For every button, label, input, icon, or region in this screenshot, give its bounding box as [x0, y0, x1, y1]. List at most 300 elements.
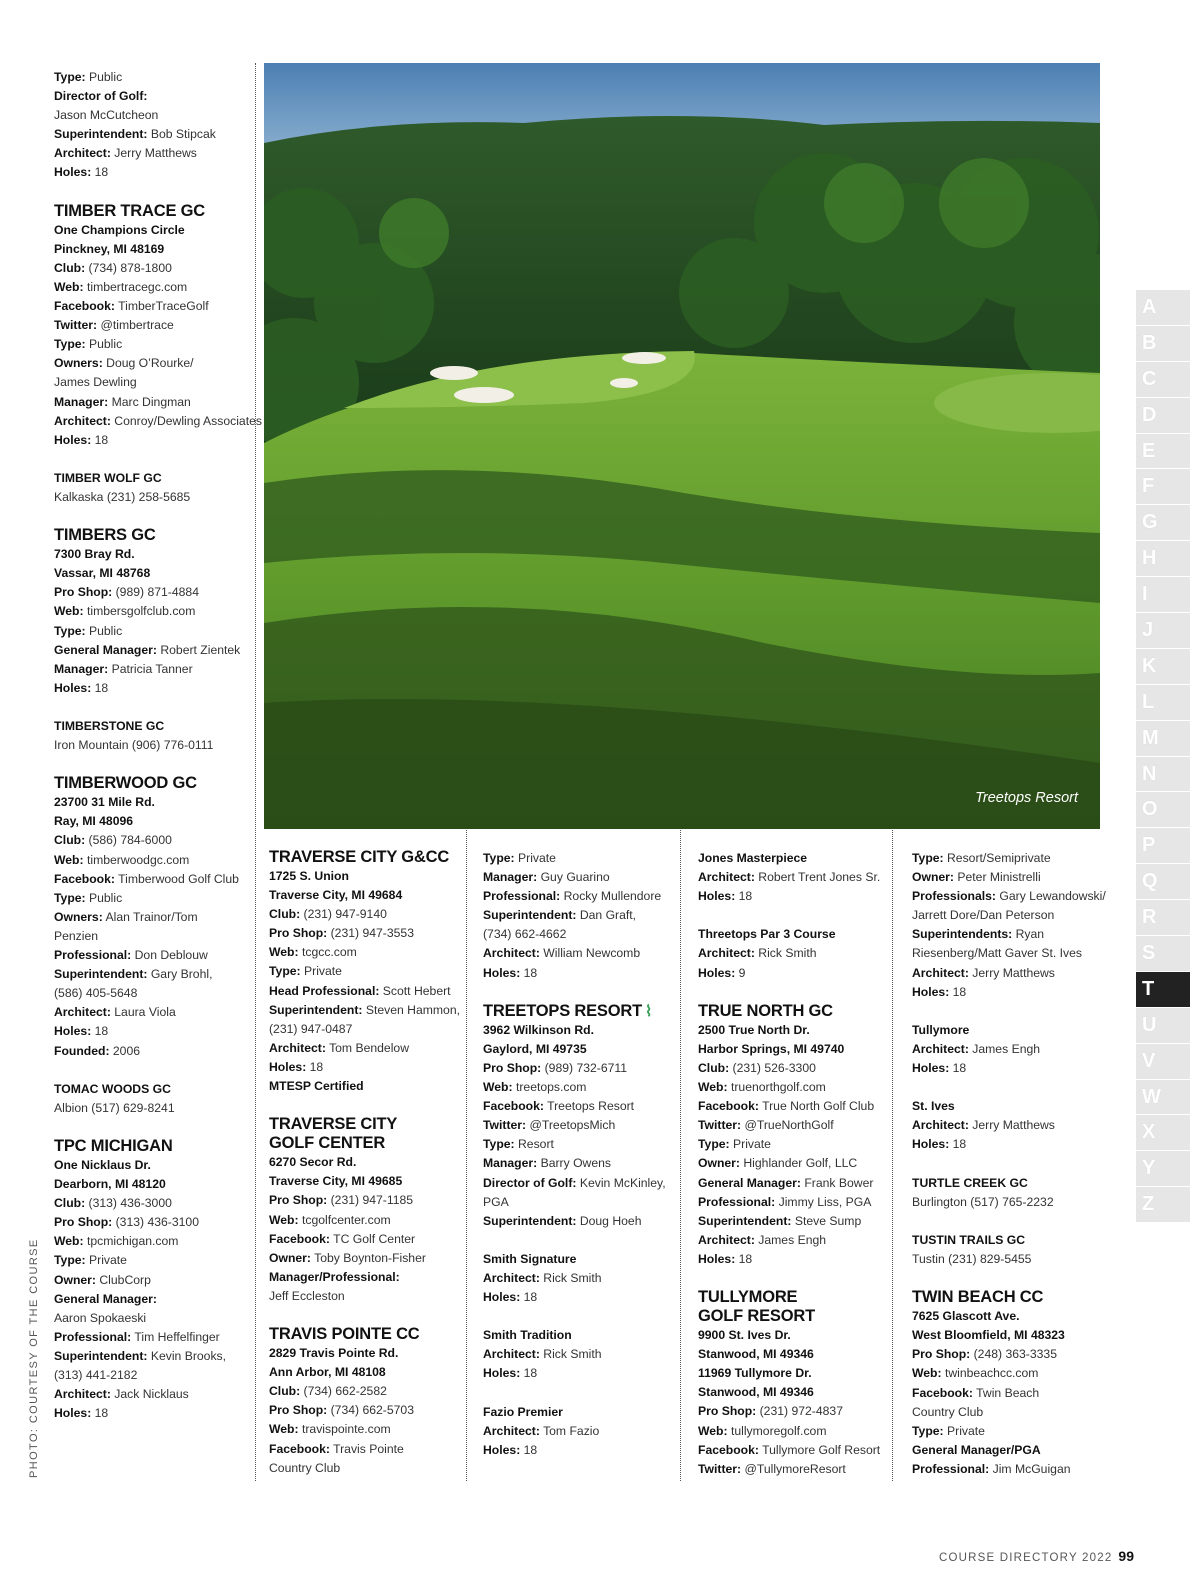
bold-line: 23700 31 Mile Rd.: [54, 795, 155, 810]
field-label: Pro Shop:: [269, 926, 328, 941]
text-line: Iron Mountain (906) 776-0111: [54, 738, 214, 753]
bold-line: 7300 Bray Rd.: [54, 547, 135, 562]
field-line: [269, 1401, 464, 1420]
field-line: [54, 163, 252, 182]
alphabet-tab-j[interactable]: J: [1136, 613, 1190, 649]
field-line: [54, 68, 252, 87]
field-label: Holes:: [269, 1059, 307, 1074]
field-label: Holes:: [54, 680, 92, 695]
field-line: [698, 964, 890, 983]
field-label: Superintendent:: [54, 1348, 148, 1363]
field-label: Web:: [698, 1080, 728, 1095]
field-line: [698, 1231, 890, 1250]
field-label: General Manager:: [698, 1175, 801, 1190]
field-value: (248) 363-3335: [973, 1347, 1057, 1362]
field-value: tcgolfcenter.com: [301, 1212, 391, 1227]
course-name-text: TWIN BEACH CC: [912, 1288, 1044, 1307]
bold-line: 2829 Travis Pointe Rd.: [269, 1346, 399, 1361]
alphabet-tab-p[interactable]: P: [1136, 828, 1190, 864]
field-line: [54, 1347, 252, 1366]
field-line: [912, 964, 1112, 983]
field-label: Pro Shop:: [54, 585, 113, 600]
field-value: tullymoregolf.com: [730, 1423, 827, 1438]
field-value: 18: [94, 1024, 109, 1039]
field-label: Architect:: [698, 1232, 755, 1247]
field-value: Private: [89, 1253, 127, 1268]
field-value: 18: [523, 1290, 538, 1305]
field-value: Jerry Matthews: [972, 965, 1055, 980]
alphabet-tab-c[interactable]: C: [1136, 362, 1190, 398]
field-value: True North Golf Club: [762, 1099, 875, 1114]
field-label: Architect:: [912, 1118, 969, 1133]
directory-column-4: [698, 849, 890, 1479]
course-subheading: Jones Masterpiece: [698, 851, 808, 865]
field-value: Tom Bendelow: [329, 1040, 409, 1055]
field-line: [483, 944, 678, 963]
field-value: Tim Heffelfinger: [134, 1329, 220, 1344]
field-value: Jim McGuigan: [992, 1461, 1071, 1476]
field-label: Pro Shop:: [269, 1193, 328, 1208]
text-line: Riesenberg/Matt Gaver St. Ives: [912, 946, 1083, 961]
directory-column-5: [912, 849, 1112, 1479]
field-value: 18: [952, 1061, 967, 1076]
bold-line: Director of Golf:: [54, 89, 148, 104]
field-label: Superintendents:: [912, 927, 1013, 942]
spacer: [698, 906, 890, 925]
field-line: [698, 1422, 890, 1441]
field-value: 9: [738, 965, 746, 980]
field-line: [54, 679, 252, 698]
field-label: Holes:: [912, 984, 950, 999]
field-line: [54, 259, 252, 278]
field-value: (231) 947-1185: [330, 1193, 414, 1208]
alphabet-tab-u[interactable]: U: [1136, 1008, 1190, 1044]
bold-line: 7625 Glascott Ave.: [912, 1309, 1020, 1324]
directory-column-2: [269, 848, 464, 1478]
field-value: tcgcc.com: [301, 945, 357, 960]
field-value: Conroy/Dewling Associates: [114, 413, 262, 428]
course-subheading: Smith Tradition: [483, 1328, 572, 1343]
field-value: Private: [733, 1137, 771, 1152]
text-line: PGA: [483, 1194, 509, 1209]
field-label: Professional:: [483, 889, 561, 904]
alphabet-tab-h[interactable]: H: [1136, 541, 1190, 577]
field-label: Architect:: [483, 1347, 540, 1362]
course-name-text: TIMBER TRACE GC: [54, 201, 205, 220]
field-label: Architect:: [912, 965, 969, 980]
spacer: [54, 507, 252, 526]
course-name-text: TULLYMORE: [698, 1288, 798, 1307]
field-value: (586) 784-6000: [88, 833, 172, 848]
field-line: [698, 1402, 890, 1421]
field-value: Doug Hoeh: [579, 1213, 642, 1228]
alphabet-tab-t[interactable]: T: [1136, 972, 1190, 1008]
alphabet-tab-s[interactable]: S: [1136, 936, 1190, 972]
spacer: [483, 1384, 678, 1403]
spacer: [698, 1269, 890, 1288]
field-line: [483, 1212, 678, 1231]
field-line: [54, 393, 252, 412]
text-line: (586) 405-5648: [54, 986, 138, 1001]
field-line: [269, 1440, 464, 1459]
field-value: Don Deblouw: [134, 948, 208, 963]
field-line: [912, 925, 1112, 944]
field-label: Owner:: [698, 1156, 740, 1171]
field-value: Patricia Tanner: [111, 661, 193, 676]
spacer: [698, 983, 890, 1002]
field-line: [912, 1059, 1112, 1078]
field-line: [54, 583, 252, 602]
field-line: [54, 1385, 252, 1404]
spacer: [912, 1155, 1112, 1174]
alphabet-tab-r[interactable]: R: [1136, 900, 1190, 936]
field-line: [912, 1345, 1112, 1364]
field-line: [912, 1422, 1112, 1441]
alphabet-tab-n[interactable]: N: [1136, 757, 1190, 793]
bold-line: Harbor Springs, MI 49740: [698, 1041, 845, 1056]
field-value: Rick Smith: [543, 1270, 602, 1285]
field-label: Manager:: [483, 870, 538, 885]
field-value: Robert Trent Jones Sr.: [758, 870, 881, 885]
field-line: [269, 1382, 464, 1401]
field-value: Private: [304, 964, 342, 979]
field-value: timbersgolfclub.com: [86, 604, 196, 619]
field-value: (231) 526-3300: [732, 1060, 816, 1075]
course-name: [269, 1134, 464, 1153]
text-line: (734) 662-4662: [483, 927, 567, 942]
course-name-text: GOLF RESORT: [698, 1307, 815, 1326]
field-line: [912, 887, 1112, 906]
field-value: 18: [523, 965, 538, 980]
bold-line: MTESP Certified: [269, 1079, 364, 1094]
field-label: Type:: [54, 1253, 86, 1268]
field-value: Travis Pointe: [333, 1441, 404, 1456]
field-label: Architect:: [483, 1423, 540, 1438]
course-subheading: TIMBER WOLF GC: [54, 470, 162, 485]
field-label: Facebook:: [54, 871, 115, 886]
alphabet-tab-a[interactable]: A: [1136, 290, 1190, 326]
alphabet-tab-m[interactable]: M: [1136, 721, 1190, 757]
field-label: Architect:: [54, 413, 111, 428]
field-label: Holes:: [54, 1406, 92, 1421]
course-name-text: GOLF CENTER: [269, 1134, 386, 1153]
field-line: [54, 1404, 252, 1423]
field-line: [698, 1097, 890, 1116]
field-value: Dan Graft,: [579, 908, 637, 923]
treetops-logo-icon: ⌇: [644, 1002, 653, 1020]
text-line: Aaron Spokaeski: [54, 1310, 147, 1325]
field-value: Barry Owens: [540, 1156, 612, 1171]
field-label: Holes:: [912, 1061, 950, 1076]
field-value: tpcmichigan.com: [86, 1234, 179, 1249]
field-line: [483, 1097, 678, 1116]
field-value: (313) 436-3100: [115, 1215, 199, 1230]
text-line: Jeff Eccleston: [269, 1288, 345, 1303]
field-line: [54, 412, 262, 431]
bold-line: 6270 Secor Rd.: [269, 1155, 357, 1170]
field-value: Jack Nicklaus: [114, 1387, 189, 1402]
field-label: Facebook:: [269, 1441, 330, 1456]
field-label: Manager:: [54, 661, 109, 676]
field-value: (231) 947-9140: [303, 907, 387, 922]
field-label: Director of Golf:: [483, 1175, 577, 1190]
text-line: James Dewling: [54, 375, 137, 390]
field-value: 18: [952, 984, 967, 999]
field-value: (989) 732-6711: [544, 1060, 628, 1075]
bold-line: One Nicklaus Dr.: [54, 1157, 151, 1172]
field-line: [269, 1039, 464, 1058]
course-name-text: TRUE NORTH GC: [698, 1001, 833, 1020]
bold-line: 3962 Wilkinson Rd.: [483, 1022, 594, 1037]
field-label: Superintendent:: [483, 1213, 577, 1228]
text-line: Country Club: [269, 1460, 341, 1475]
field-label: Twitter:: [698, 1461, 742, 1476]
field-value: Jerry Matthews: [972, 1118, 1055, 1133]
field-value: truenorthgolf.com: [730, 1080, 826, 1095]
field-label: Web:: [483, 1080, 513, 1095]
text-line: Burlington (517) 765-2232: [912, 1194, 1054, 1209]
alphabet-tab-z[interactable]: Z: [1136, 1187, 1190, 1223]
alphabet-tab-b[interactable]: B: [1136, 326, 1190, 362]
bold-line: Dearborn, MI 48120: [54, 1177, 166, 1192]
golf-course-photo: [264, 63, 1100, 829]
spacer: [54, 1061, 252, 1080]
field-label: Owners:: [54, 909, 103, 924]
course-name-text: TRAVERSE CITY G&CC: [269, 848, 450, 866]
field-line: [269, 905, 464, 924]
field-label: Type:: [54, 70, 86, 84]
bold-line: Traverse City, MI 49684: [269, 888, 403, 903]
field-line: [54, 831, 252, 850]
course-name: [54, 526, 252, 545]
alphabet-tab-f[interactable]: F: [1136, 469, 1190, 505]
field-label: Web:: [54, 852, 84, 867]
alphabet-tab-y[interactable]: Y: [1136, 1151, 1190, 1187]
field-label: Web:: [54, 604, 84, 619]
field-line: [912, 1364, 1112, 1383]
field-label: Superintendent:: [698, 1213, 792, 1228]
course-name: [269, 848, 464, 867]
alphabet-tab-k[interactable]: K: [1136, 649, 1190, 685]
directory-column-3: [483, 849, 678, 1460]
course-name: [54, 774, 252, 793]
photo-credit: PHOTO: COURTESY OF THE COURSE: [28, 1238, 40, 1478]
alphabet-tab-x[interactable]: X: [1136, 1115, 1190, 1151]
course-name: [698, 1002, 890, 1021]
field-label: Holes:: [54, 165, 92, 180]
bold-line: General Manager/PGA: [912, 1442, 1041, 1457]
field-value: 18: [523, 1366, 538, 1381]
field-value: Resort/Semiprivate: [947, 851, 1051, 865]
bold-line: Pinckney, MI 48169: [54, 241, 165, 256]
field-line: [483, 1364, 678, 1383]
course-name-text: TIMBERWOOD GC: [54, 774, 197, 793]
field-label: Pro Shop:: [698, 1404, 757, 1419]
field-label: Superintendent:: [54, 127, 148, 142]
field-value: timbertracegc.com: [86, 279, 188, 294]
field-label: Architect:: [54, 146, 111, 161]
directory-column-1: [54, 68, 262, 1423]
field-line: [698, 1116, 890, 1135]
field-value: @timbertrace: [100, 318, 174, 333]
spacer: [912, 1269, 1112, 1288]
alphabet-tab-d[interactable]: D: [1136, 398, 1190, 434]
field-line: [54, 1213, 252, 1232]
alphabet-tab-i[interactable]: I: [1136, 577, 1190, 613]
field-value: Peter Ministrelli: [957, 870, 1041, 885]
field-label: Pro Shop:: [269, 1403, 328, 1418]
footer-label: COURSE DIRECTORY 2022: [938, 1552, 1113, 1564]
field-line: [698, 1174, 890, 1193]
bold-line: Stanwood, MI 49346: [698, 1385, 814, 1400]
field-label: Web:: [269, 945, 299, 960]
field-label: Superintendent:: [54, 967, 148, 982]
field-line: [54, 431, 252, 450]
spacer: [912, 1002, 1112, 1021]
field-line: [54, 641, 252, 660]
course-subheading: TUSTIN TRAILS GC: [912, 1232, 1026, 1247]
field-line: [54, 851, 252, 870]
field-label: Professionals:: [912, 889, 996, 904]
bold-line: 9900 St. Ives Dr.: [698, 1328, 791, 1343]
alphabet-tab-g[interactable]: G: [1136, 505, 1190, 541]
field-value: (734) 662-5703: [330, 1403, 414, 1418]
field-line: [269, 924, 464, 943]
course-name: [698, 1288, 890, 1307]
field-line: [698, 1212, 890, 1231]
field-value: Scott Hebert: [382, 983, 451, 998]
field-line: [54, 660, 252, 679]
field-value: Public: [89, 337, 123, 352]
text-line: Penzien: [54, 928, 99, 943]
field-label: Holes:: [698, 965, 736, 980]
field-value: 18: [523, 1442, 538, 1457]
alphabet-tab-w[interactable]: W: [1136, 1080, 1190, 1116]
field-label: Holes:: [698, 889, 736, 904]
field-line: [54, 335, 252, 354]
field-label: Holes:: [483, 1290, 521, 1305]
alphabet-tab-e[interactable]: E: [1136, 434, 1190, 470]
field-label: Manager:: [54, 394, 109, 409]
field-line: [269, 1058, 464, 1077]
field-line: [54, 354, 252, 373]
field-line: [269, 1191, 464, 1210]
field-value: Public: [89, 623, 123, 638]
bold-line: General Manager:: [54, 1291, 157, 1306]
field-value: 18: [94, 165, 109, 180]
field-label: Facebook:: [483, 1099, 544, 1114]
field-label: Club:: [698, 1060, 730, 1075]
field-label: Type:: [912, 1423, 944, 1438]
field-label: Twitter:: [54, 318, 98, 333]
column-divider: [466, 830, 467, 1481]
field-line: [483, 906, 678, 925]
field-label: Type:: [483, 851, 515, 865]
text-line: Jason McCutcheon: [54, 108, 159, 123]
text-line: Tustin (231) 829-5455: [912, 1251, 1032, 1266]
field-line: [912, 1116, 1112, 1135]
field-value: Guy Guarino: [540, 870, 610, 885]
field-line: [698, 1441, 890, 1460]
field-value: 18: [738, 889, 753, 904]
alphabet-tab-o[interactable]: O: [1136, 792, 1190, 828]
field-value: timberwoodgc.com: [86, 852, 190, 867]
course-name: [54, 1137, 252, 1156]
spacer: [912, 1078, 1112, 1097]
text-line: Country Club: [912, 1404, 984, 1419]
field-value: Robert Zientek: [160, 642, 241, 657]
field-label: Founded:: [54, 1043, 110, 1058]
field-label: Web:: [269, 1422, 299, 1437]
field-line: [483, 1059, 678, 1078]
field-value: Jerry Matthews: [114, 146, 197, 161]
field-value: (734) 662-2582: [303, 1384, 387, 1399]
field-value: Kevin Brooks,: [150, 1348, 227, 1363]
field-value: Frank Bower: [804, 1175, 874, 1190]
field-line: [54, 622, 252, 641]
field-line: [54, 602, 252, 621]
text-line: Kalkaska (231) 258-5685: [54, 489, 191, 504]
alphabet-tab-q[interactable]: Q: [1136, 864, 1190, 900]
field-label: Web:: [54, 1234, 84, 1249]
field-label: Club:: [269, 907, 301, 922]
field-value: @TrueNorthGolf: [744, 1118, 834, 1133]
alphabet-tab-l[interactable]: L: [1136, 685, 1190, 721]
bold-line: West Bloomfield, MI 48323: [912, 1328, 1065, 1343]
field-line: [698, 868, 890, 887]
field-line: [54, 1271, 252, 1290]
field-line: [698, 1250, 890, 1269]
field-label: Architect:: [698, 946, 755, 961]
alphabet-tab-v[interactable]: V: [1136, 1044, 1190, 1080]
course-name: [269, 1115, 464, 1134]
field-value: (231) 972-4837: [759, 1404, 843, 1419]
field-value: Highlander Golf, LLC: [743, 1156, 858, 1171]
field-line: [54, 870, 252, 889]
field-line: [54, 125, 252, 144]
field-line: [54, 1232, 252, 1251]
field-value: travispointe.com: [301, 1422, 391, 1437]
field-line: [698, 1460, 890, 1479]
column-divider: [680, 830, 681, 1481]
field-line: [912, 1040, 1112, 1059]
field-line: [483, 1345, 678, 1364]
field-label: Type:: [54, 890, 86, 905]
field-line: [483, 1422, 678, 1441]
field-value: 18: [94, 432, 109, 447]
field-label: Type:: [54, 623, 86, 638]
field-line: [54, 297, 252, 316]
bold-line: Stanwood, MI 49346: [698, 1347, 814, 1362]
field-value: @TreetopsMich: [529, 1118, 616, 1133]
field-value: twinbeachcc.com: [944, 1366, 1039, 1381]
field-line: [483, 1116, 678, 1135]
field-label: Web:: [698, 1423, 728, 1438]
field-line: [912, 849, 1112, 868]
field-value: Alan Trainor/Tom: [105, 909, 198, 924]
field-value: Treetops Resort: [547, 1099, 635, 1114]
field-line: [483, 1078, 678, 1097]
field-value: Doug O’Rourke/: [106, 356, 194, 371]
field-label: Owner:: [54, 1272, 96, 1287]
field-label: Holes:: [54, 432, 92, 447]
field-line: [698, 944, 890, 963]
field-line: [483, 1174, 678, 1193]
field-value: ClubCorp: [99, 1272, 151, 1287]
field-label: Pro Shop:: [483, 1060, 542, 1075]
course-name: [483, 1002, 678, 1021]
spacer: [269, 1306, 464, 1325]
